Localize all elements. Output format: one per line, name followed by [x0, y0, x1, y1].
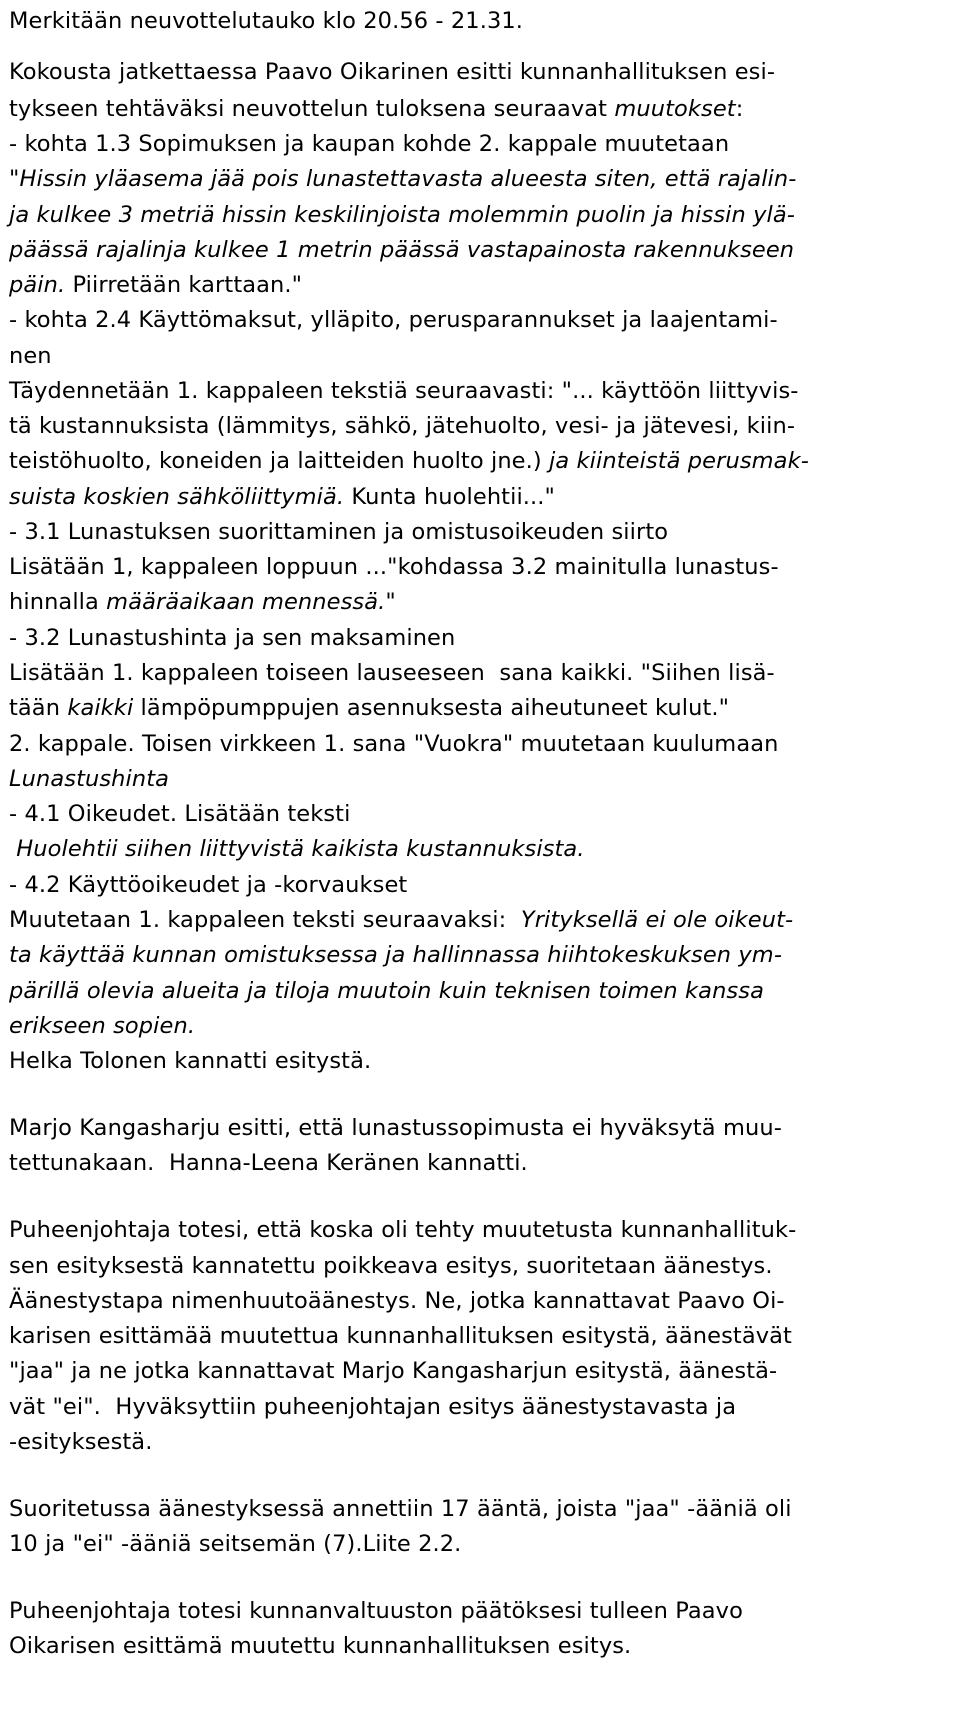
text-segment: Puheenjohtaja totesi, että koska oli tehty muutetusta kunnanhallituk- — [9, 1217, 797, 1243]
text-line — [9, 1152, 528, 1175]
text-line — [9, 909, 793, 932]
text-segment: Täydennetään 1. kappaleen tekstiä seuraavasti: "... käyttöön liittyvis- — [9, 378, 799, 404]
text-line — [9, 838, 585, 861]
text-segment: - 4.2 Käyttöoikeudet ja -korvaukset — [9, 872, 408, 898]
text-segment: tään — [9, 695, 68, 721]
text-line — [9, 1635, 631, 1658]
text-segment: Lisätään 1, kappaleen loppuun ..."kohdassa 3.2 mainitulla lunastus- — [9, 554, 779, 580]
text-line — [9, 345, 52, 368]
text-line — [9, 133, 729, 156]
italic-text-segment: päässä rajalinja kulkee 1 metrin päässä vastapainosta rakennukseen — [9, 237, 795, 263]
text-segment: - 3.2 Lunastushinta ja sen maksaminen — [9, 625, 456, 651]
text-segment: tettunakaan. Hanna-Leena Keränen kannatti. — [9, 1150, 528, 1176]
text-segment: Helka Tolonen kannatti esitystä. — [9, 1048, 372, 1074]
text-segment: sen esityksestä kannatettu poikkeava esitys, suoritetaan äänestys. — [9, 1253, 773, 1279]
text-line — [9, 803, 350, 826]
text-segment: Marjo Kangasharju esitti, että lunastussopimusta ei hyväksytä muu- — [9, 1115, 782, 1141]
text-line — [9, 627, 455, 650]
italic-text-segment: ja kiinteistä perusmak- — [549, 448, 809, 474]
text-line — [9, 556, 779, 579]
text-segment: -esityksestä. — [9, 1429, 153, 1455]
text-line — [9, 61, 775, 84]
text-line — [9, 380, 798, 403]
italic-text-segment: Lunastushinta — [9, 766, 170, 792]
text-line — [9, 1600, 743, 1623]
text-line — [9, 697, 729, 720]
text-line — [9, 239, 794, 262]
italic-text-segment: muutokset — [614, 96, 736, 122]
text-line — [9, 1431, 152, 1454]
text-line — [9, 1290, 785, 1313]
text-line — [9, 1117, 782, 1140]
text-segment: hinnalla — [9, 589, 107, 615]
text-line — [9, 1255, 773, 1278]
text-segment: tä kustannuksista (lämmitys, sähkö, jätehuolto, vesi- ja jätevesi, kiin- — [9, 413, 796, 439]
text-segment: - 4.1 Oikeudet. Lisätään teksti — [9, 801, 351, 827]
text-segment: nen — [9, 343, 52, 369]
text-segment: Lisätään 1. kappaleen toiseen lauseeseen sana kaikki. "Siihen lisä- — [9, 660, 775, 686]
text-segment: Suoritetussa äänestyksessä annettiin 17 ääntä, joista "jaa" -ääniä oli — [9, 1496, 792, 1522]
text-line — [9, 1219, 796, 1242]
text-line — [9, 10, 523, 33]
text-segment: 10 ja "ei" -ääniä seitsemän (7).Liite 2.2. — [9, 1531, 462, 1557]
italic-text-segment: suista koskien sähköliittymiä. — [9, 484, 345, 510]
text-segment: - 3.1 Lunastuksen suorittaminen ja omistusoikeuden siirto — [9, 519, 669, 545]
text-line — [9, 274, 302, 297]
text-segment: tykseen tehtäväksi neuvottelun tuloksena seuraavat — [9, 96, 615, 122]
text-segment: - kohta 2.4 Käyttömaksut, ylläpito, perusparannukset ja laajentami- — [9, 307, 778, 333]
text-line — [9, 944, 782, 967]
text-line — [9, 1533, 461, 1556]
text-segment: Merkitään neuvottelutauko klo 20.56 - 21.31. — [9, 8, 524, 34]
italic-text-segment: päin. — [9, 272, 66, 298]
text-line — [9, 1325, 792, 1348]
text-line — [9, 415, 795, 438]
italic-text-segment: ja kulkee 3 metriä hissin keskilinjoista molemmin puolin ja hissin ylä- — [9, 202, 795, 228]
text-segment: Muutetaan 1. kappaleen teksti seuraavaksi: — [9, 907, 521, 933]
text-line — [9, 1015, 195, 1038]
text-line — [9, 980, 764, 1003]
text-line — [9, 874, 407, 897]
text-segment: Puheenjohtaja totesi kunnanvaltuuston päätöksesi tulleen Paavo — [9, 1598, 743, 1624]
text-line — [9, 662, 775, 685]
text-segment: Äänestystapa nimenhuutoäänestys. Ne, jotka kannattavat Paavo Oi- — [9, 1288, 785, 1314]
text-line — [9, 1498, 792, 1521]
text-segment: : — [735, 96, 744, 122]
text-line — [9, 768, 169, 791]
text-segment: Piirretään karttaan." — [65, 272, 303, 298]
italic-text-segment: "Hissin yläasema jää pois lunastettavasta alueesta siten, että rajalin- — [9, 166, 797, 192]
italic-text-segment: Huolehtii siihen liittyvistä kaikista kustannuksista. — [9, 836, 585, 862]
text-line — [9, 486, 555, 509]
text-segment: "jaa" ja ne jotka kannattavat Marjo Kangasharjun esitystä, äänestä- — [9, 1358, 778, 1384]
text-line — [9, 521, 668, 544]
text-segment: Kunta huolehtii..." — [344, 484, 556, 510]
text-line — [9, 1050, 371, 1073]
text-line — [9, 1396, 736, 1419]
text-segment: 2. kappale. Toisen virkkeen 1. sana "Vuokra" muutetaan kuulumaan — [9, 731, 779, 757]
text-segment: teistöhuolto, koneiden ja laitteiden huolto jne.) — [9, 448, 550, 474]
text-line — [9, 450, 809, 473]
italic-text-segment: Yrityksellä ei ole oikeut- — [520, 907, 794, 933]
italic-text-segment: määräaikaan mennessä." — [106, 589, 396, 615]
italic-text-segment: ta käyttää kunnan omistuksessa ja hallinnassa hiihtokeskuksen ym- — [9, 942, 783, 968]
text-segment: Kokousta jatkettaessa Paavo Oikarinen esitti kunnanhallituksen esi- — [9, 59, 776, 85]
italic-text-segment: kaikki — [67, 695, 134, 721]
italic-text-segment: pärillä olevia alueita ja tiloja muutoin kuin teknisen toimen kanssa — [9, 978, 764, 1004]
text-segment: - kohta 1.3 Sopimuksen ja kaupan kohde 2. kappale muutetaan — [9, 131, 730, 157]
text-line — [9, 309, 778, 332]
text-segment: karisen esittämää muutettua kunnanhallituksen esitystä, äänestävät — [9, 1323, 792, 1349]
text-line — [9, 733, 778, 756]
italic-text-segment: erikseen sopien. — [9, 1013, 196, 1039]
text-segment: lämpöpumppujen asennuksesta aiheutuneet kulut." — [133, 695, 730, 721]
text-line — [9, 1360, 777, 1383]
text-line — [9, 98, 743, 121]
text-line — [9, 168, 796, 191]
text-segment: Oikarisen esittämä muutettu kunnanhallituksen esitys. — [9, 1633, 632, 1659]
text-line — [9, 591, 396, 614]
text-line — [9, 204, 795, 227]
text-segment: vät "ei". Hyväksyttiin puheenjohtajan esitys äänestystavasta ja — [9, 1394, 737, 1420]
